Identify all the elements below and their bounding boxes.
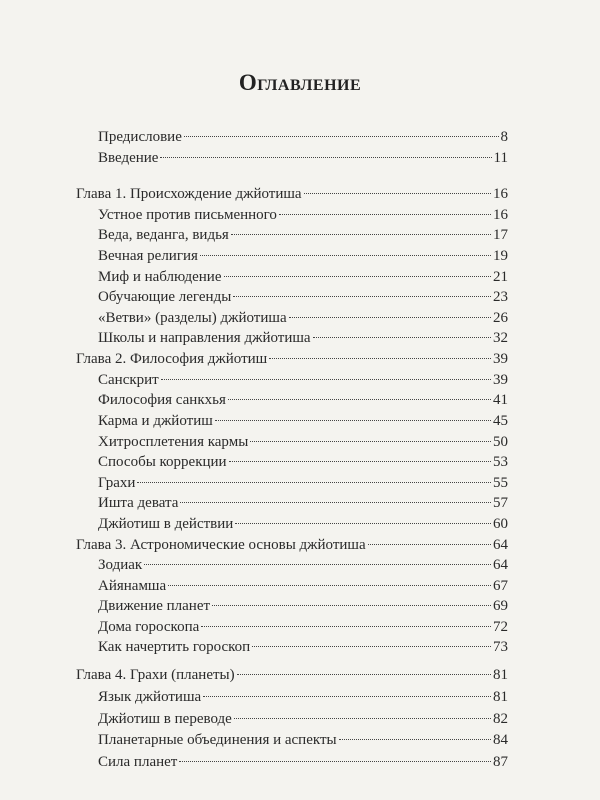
page-title: Оглавление	[238, 70, 362, 95]
toc-entry-label: Введение	[98, 150, 159, 166]
toc-entry-label: Способы коррекции	[98, 454, 227, 470]
toc-entry	[98, 247, 508, 265]
toc-entry-label: Как начертить гороскоп	[98, 639, 251, 655]
toc-entry-label: Айянамша	[98, 578, 167, 594]
toc-entry-page: 60	[493, 516, 508, 532]
toc-entry	[98, 597, 508, 615]
dot-leader	[137, 482, 491, 483]
dot-leader	[250, 441, 491, 442]
toc-entry-page: 64	[493, 537, 508, 553]
dot-leader	[313, 337, 491, 338]
toc-entry	[98, 329, 508, 347]
toc-entry	[98, 494, 508, 512]
toc-entry-page: 8	[500, 129, 508, 145]
toc-entry-label: «Ветви» (разделы) джйотиша	[98, 310, 287, 326]
toc-entry-page: 73	[493, 639, 508, 655]
toc-entry-page: 39	[493, 351, 508, 367]
toc-entry	[98, 556, 508, 574]
dot-leader	[215, 420, 491, 421]
toc-entry-page: 16	[493, 186, 508, 202]
toc-entry	[98, 206, 508, 224]
toc-entry-page: 81	[493, 667, 508, 683]
toc-entry-label: Дома гороскопа	[98, 619, 200, 635]
dot-leader	[237, 674, 491, 675]
toc-entry-label: Карма и джйотиш	[98, 413, 213, 429]
toc-entry-label: Зодиак	[98, 557, 143, 573]
dot-leader	[184, 136, 499, 137]
toc-entry-page: 41	[493, 392, 508, 408]
dot-leader	[203, 696, 491, 697]
dot-leader	[233, 296, 491, 297]
dot-leader	[252, 646, 491, 647]
toc-entry-label: Устное против письменного	[98, 207, 277, 223]
toc-entry-label: Глава 4. Грахи (планеты)	[76, 667, 235, 683]
toc-chapter-entry	[76, 350, 508, 368]
toc-entry	[98, 412, 508, 430]
toc-entry-label: Предисловие	[98, 129, 182, 145]
toc-chapter-entry	[76, 185, 508, 203]
dot-leader	[235, 523, 491, 524]
dot-leader	[168, 585, 491, 586]
toc-chapter-entry	[76, 666, 508, 684]
toc-entry-page: 45	[493, 413, 508, 429]
toc-chapter-entry	[76, 536, 508, 554]
toc-entry-page: 21	[493, 269, 508, 285]
toc-entry-page: 11	[493, 150, 508, 166]
toc-entry-label: Грахи	[98, 475, 136, 491]
toc-entry-label: Глава 1. Происхождение джйотиша	[76, 186, 302, 202]
toc-entry-page: 87	[493, 754, 508, 770]
toc-entry	[98, 226, 508, 244]
toc-entry-label: Миф и наблюдение	[98, 269, 222, 285]
toc-entry-page: 55	[493, 475, 508, 491]
dot-leader	[279, 214, 491, 215]
dot-leader	[161, 379, 491, 380]
toc-entry-page: 67	[493, 578, 508, 594]
toc-entry	[98, 309, 508, 327]
toc-entry-page: 81	[493, 689, 508, 705]
dot-leader	[304, 193, 491, 194]
dot-leader	[224, 276, 492, 277]
toc-entry-label: Сила планет	[98, 754, 178, 770]
toc-entry-page: 82	[493, 711, 508, 727]
toc-entry	[98, 753, 508, 771]
toc-entry	[98, 371, 508, 389]
dot-leader	[289, 317, 491, 318]
toc-entry	[98, 128, 508, 146]
toc-entry-page: 16	[493, 207, 508, 223]
toc-entry-label: Санскрит	[98, 372, 159, 388]
toc-entry-label: Школы и направления джйотиша	[98, 330, 311, 346]
toc-entry-page: 32	[493, 330, 508, 346]
toc-entry	[98, 268, 508, 286]
dot-leader	[180, 502, 491, 503]
dot-leader	[229, 461, 491, 462]
dot-leader	[179, 761, 491, 762]
dot-leader	[339, 739, 491, 740]
toc-entry	[98, 474, 508, 492]
toc-entry-label: Обучающие легенды	[98, 289, 232, 305]
toc-entry	[98, 453, 508, 471]
toc-entry-page: 64	[493, 557, 508, 573]
toc-entry-page: 53	[493, 454, 508, 470]
dot-leader	[201, 626, 491, 627]
toc-entry-label: Вечная религия	[98, 248, 198, 264]
toc-entry-page: 50	[493, 434, 508, 450]
toc-entry	[98, 515, 508, 533]
toc-entry-page: 69	[493, 598, 508, 614]
toc-entry-label: Язык джйотиша	[98, 689, 202, 705]
dot-leader	[200, 255, 491, 256]
dot-leader	[228, 399, 491, 400]
toc-entry	[98, 688, 508, 706]
dot-leader	[212, 605, 491, 606]
toc-entry-page: 17	[493, 227, 508, 243]
dot-leader	[160, 157, 491, 158]
toc-entry-label: Глава 3. Астрономические основы джйотиша	[76, 537, 366, 553]
toc-entry-page: 23	[493, 289, 508, 305]
toc-entry-label: Джйотиш в переводе	[98, 711, 232, 727]
toc-entry	[98, 731, 508, 749]
toc-entry-label: Веда, веданга, видья	[98, 227, 229, 243]
toc-entry-label: Джйотиш в действии	[98, 516, 234, 532]
toc-entry	[98, 433, 508, 451]
toc-entry-page: 26	[493, 310, 508, 326]
dot-leader	[368, 544, 491, 545]
dot-leader	[144, 564, 491, 565]
dot-leader	[269, 358, 491, 359]
toc-entry-page: 72	[493, 619, 508, 635]
toc-entry	[98, 391, 508, 409]
toc-entry-label: Глава 2. Философия джйотиш	[76, 351, 268, 367]
toc-entry-label: Философия санкхья	[98, 392, 226, 408]
toc-entry	[98, 618, 508, 636]
dot-leader	[231, 234, 491, 235]
toc-entry	[98, 149, 508, 167]
toc-entry	[98, 288, 508, 306]
toc-entry-label: Ишта девата	[98, 495, 179, 511]
dot-leader	[234, 718, 491, 719]
toc-entry	[98, 577, 508, 595]
toc-entry-label: Планетарные объединения и аспекты	[98, 732, 337, 748]
toc-entry-label: Хитросплетения кармы	[98, 434, 249, 450]
toc-entry	[98, 638, 508, 656]
toc-entry-page: 19	[493, 248, 508, 264]
toc-entry-page: 84	[493, 732, 508, 748]
toc-entry-page: 39	[493, 372, 508, 388]
toc-entry-label: Движение планет	[98, 598, 211, 614]
toc-entry-page: 57	[493, 495, 508, 511]
toc-entry	[98, 710, 508, 728]
